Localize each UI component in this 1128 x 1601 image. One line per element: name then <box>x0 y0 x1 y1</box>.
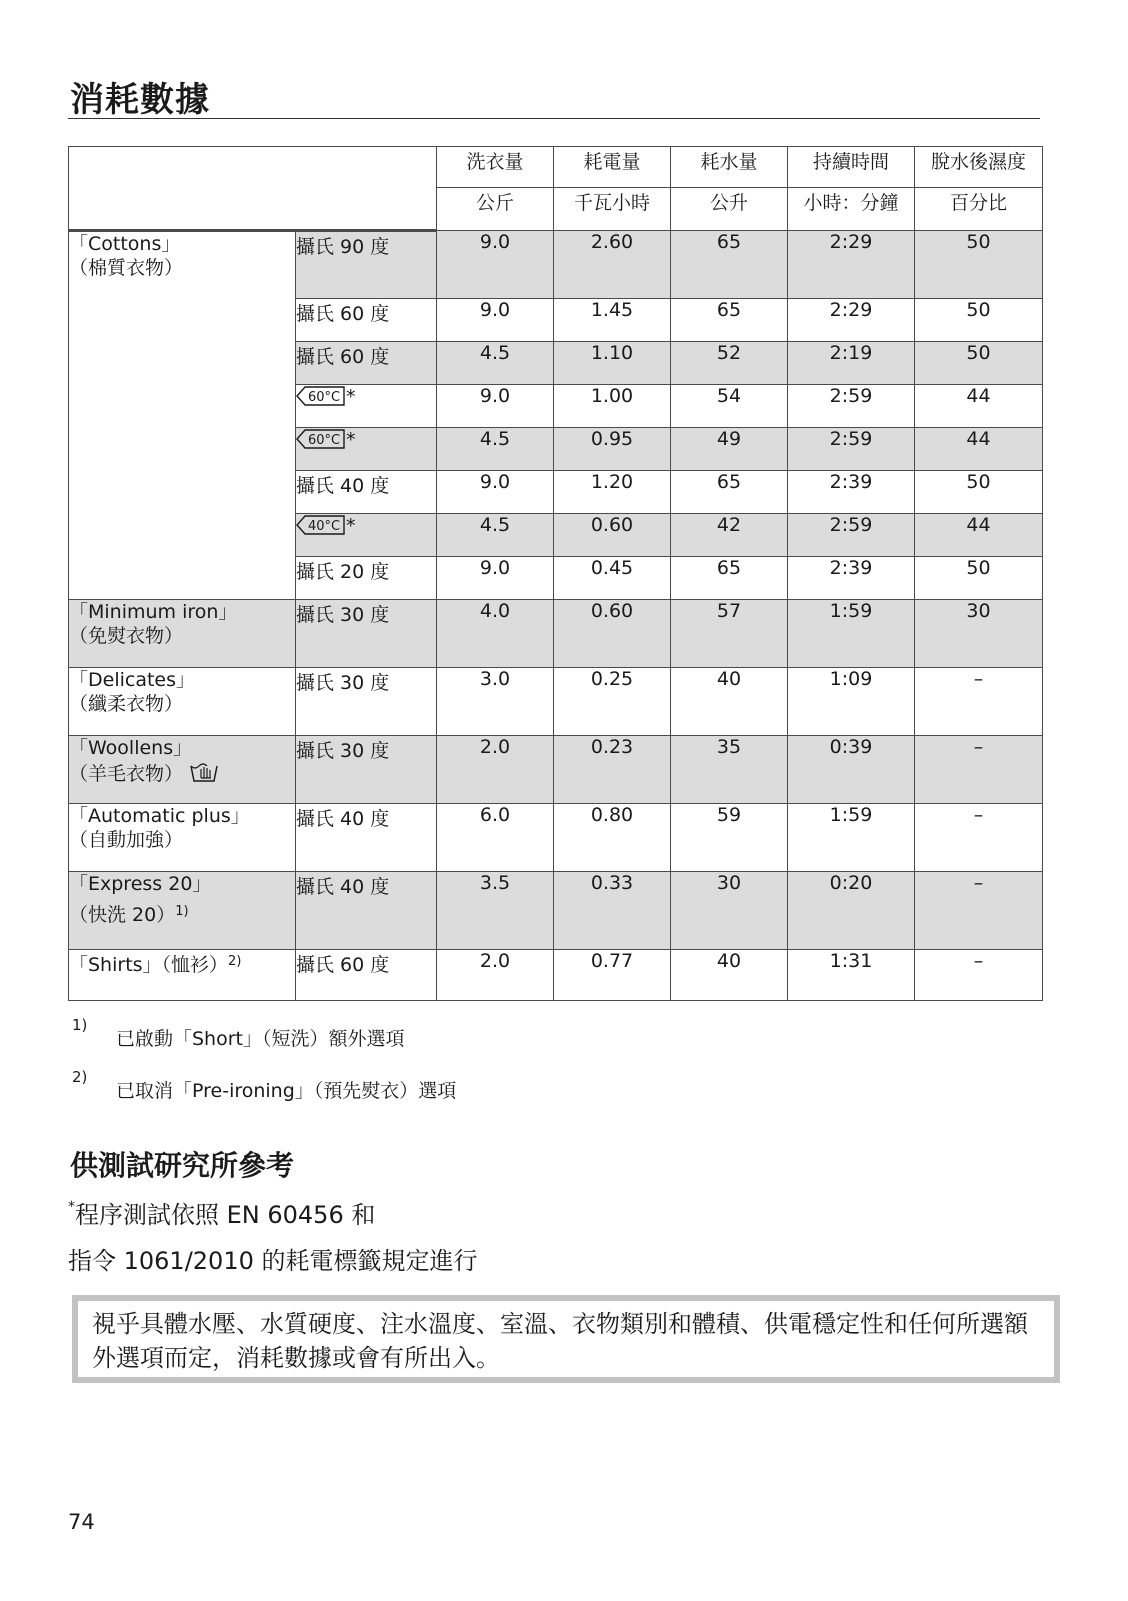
table-header-row <box>69 147 1043 188</box>
eco-label: 40°C <box>307 519 341 534</box>
load-cell: 4.0 <box>437 600 554 668</box>
energy-cell: 1.20 <box>554 471 671 514</box>
moisture-cell: 44 <box>915 428 1043 471</box>
test-note-line-2: 指令 1061/2010 的耗電標籤規定進行 <box>68 1247 478 1275</box>
notice-box <box>72 1295 1060 1383</box>
moisture-cell: 44 <box>915 385 1043 428</box>
duration-cell: 2:19 <box>788 342 915 385</box>
header-moisture: 脫水後濕度 <box>915 147 1043 188</box>
table-row <box>69 231 1043 299</box>
asterisk: * <box>346 429 356 451</box>
duration-cell: 2:59 <box>788 428 915 471</box>
moisture-cell: 30 <box>915 600 1043 668</box>
footnote-ref: 2) <box>228 954 242 969</box>
test-note-text: 程序測試依照 EN 60456 和 <box>75 1201 376 1229</box>
program-shirts <box>69 950 296 1001</box>
duration-cell: 2:59 <box>788 514 915 557</box>
moisture-cell: – <box>915 668 1043 736</box>
program-woollens <box>69 736 296 804</box>
program-name: 「Woollens」 <box>69 737 193 759</box>
notice-text: 視乎具體水壓、水質硬度、注水溫度、室溫、衣物類別和體積、供電穩定性和任何所選額外選項而定，消耗數據或會有所出入。 <box>92 1310 1028 1372</box>
unit-moisture: 百分比 <box>915 188 1043 231</box>
table-row <box>69 950 1043 1001</box>
eco-temperature-tag-icon <box>296 514 346 537</box>
load-cell: 9.0 <box>437 385 554 428</box>
unit-load: 公斤 <box>437 188 554 231</box>
duration-cell: 2:59 <box>788 385 915 428</box>
duration-cell: 0:39 <box>788 736 915 804</box>
water-cell: 54 <box>671 385 788 428</box>
water-cell: 57 <box>671 600 788 668</box>
temp-cell: 攝氏 20 度 <box>296 557 437 600</box>
temp-cell: 攝氏 30 度 <box>296 736 437 804</box>
moisture-cell: 50 <box>915 299 1043 342</box>
water-cell: 65 <box>671 471 788 514</box>
hand-wash-tub-icon <box>189 760 219 786</box>
program-name: 「Automatic plus」 <box>69 805 250 827</box>
moisture-cell: 50 <box>915 557 1043 600</box>
header-duration: 持續時間 <box>788 147 915 188</box>
moisture-cell: 50 <box>915 342 1043 385</box>
program-express-20 <box>69 872 296 950</box>
energy-cell: 1.00 <box>554 385 671 428</box>
program-subtitle: （棉質衣物） <box>69 257 184 279</box>
energy-cell: 0.23 <box>554 736 671 804</box>
table-row <box>69 804 1043 872</box>
footnote-text: 已啟動「Short」（短洗）額外選項 <box>116 1028 405 1050</box>
unit-water: 公升 <box>671 188 788 231</box>
water-cell: 42 <box>671 514 788 557</box>
eco-temperature-tag-icon <box>296 428 346 451</box>
asterisk: * <box>68 1199 75 1215</box>
energy-cell: 0.95 <box>554 428 671 471</box>
water-cell: 65 <box>671 557 788 600</box>
asterisk: * <box>346 386 356 408</box>
header-water: 耗水量 <box>671 147 788 188</box>
load-cell: 2.0 <box>437 736 554 804</box>
water-cell: 35 <box>671 736 788 804</box>
temp-cell: 攝氏 30 度 <box>296 600 437 668</box>
program-name: 「Delicates」 <box>69 669 196 691</box>
load-cell: 3.5 <box>437 872 554 950</box>
load-cell: 9.0 <box>437 231 554 299</box>
program-name: 「Express 20」 <box>69 873 212 895</box>
energy-cell: 0.45 <box>554 557 671 600</box>
load-cell: 9.0 <box>437 471 554 514</box>
energy-cell: 0.80 <box>554 804 671 872</box>
program-automatic-plus <box>69 804 296 872</box>
program-name: 「Shirts」（恤衫） <box>69 954 229 976</box>
duration-cell: 1:31 <box>788 950 915 1001</box>
moisture-cell: 50 <box>915 231 1043 299</box>
header-energy: 耗電量 <box>554 147 671 188</box>
program-subtitle: （快洗 20） <box>69 904 176 926</box>
program-subtitle: （免熨衣物） <box>69 625 184 647</box>
water-cell: 52 <box>671 342 788 385</box>
water-cell: 59 <box>671 804 788 872</box>
table-row <box>69 668 1043 736</box>
eco-temperature-tag-icon <box>296 385 346 408</box>
footnote-mark: 2) <box>72 1068 88 1086</box>
water-cell: 30 <box>671 872 788 950</box>
duration-cell: 2:29 <box>788 299 915 342</box>
load-cell: 4.5 <box>437 342 554 385</box>
header-load: 洗衣量 <box>437 147 554 188</box>
moisture-cell: – <box>915 950 1043 1001</box>
page-number: 74 <box>68 1510 95 1534</box>
unit-energy: 千瓦小時 <box>554 188 671 231</box>
load-cell: 9.0 <box>437 299 554 342</box>
temp-cell: 攝氏 40 度 <box>296 471 437 514</box>
load-cell: 6.0 <box>437 804 554 872</box>
temp-cell <box>296 428 437 471</box>
load-cell: 4.5 <box>437 514 554 557</box>
energy-cell: 0.60 <box>554 600 671 668</box>
duration-cell: 1:59 <box>788 804 915 872</box>
energy-cell: 1.10 <box>554 342 671 385</box>
temp-cell: 攝氏 30 度 <box>296 668 437 736</box>
temp-cell: 攝氏 90 度 <box>296 231 437 299</box>
energy-cell: 2.60 <box>554 231 671 299</box>
water-cell: 40 <box>671 950 788 1001</box>
program-subtitle: （纖柔衣物） <box>69 693 184 715</box>
duration-cell: 1:59 <box>788 600 915 668</box>
duration-cell: 1:09 <box>788 668 915 736</box>
program-name: 「Cottons」 <box>69 233 181 255</box>
footnote-ref: 1) <box>175 904 189 919</box>
water-cell: 49 <box>671 428 788 471</box>
program-subtitle: （羊毛衣物） <box>69 763 184 785</box>
temp-cell: 攝氏 60 度 <box>296 342 437 385</box>
page-title: 消耗數據 <box>70 80 210 120</box>
water-cell: 65 <box>671 231 788 299</box>
program-delicates <box>69 668 296 736</box>
load-cell: 4.5 <box>437 428 554 471</box>
water-cell: 40 <box>671 668 788 736</box>
energy-cell: 0.60 <box>554 514 671 557</box>
moisture-cell: 50 <box>915 471 1043 514</box>
temp-cell <box>296 385 437 428</box>
moisture-cell: 44 <box>915 514 1043 557</box>
duration-cell: 0:20 <box>788 872 915 950</box>
asterisk: * <box>346 515 356 537</box>
temp-cell: 攝氏 40 度 <box>296 872 437 950</box>
energy-cell: 1.45 <box>554 299 671 342</box>
moisture-cell: – <box>915 804 1043 872</box>
energy-cell: 0.25 <box>554 668 671 736</box>
consumption-table <box>68 146 1043 1001</box>
program-minimum-iron <box>69 600 296 668</box>
load-cell: 3.0 <box>437 668 554 736</box>
unit-duration: 小時：分鐘 <box>788 188 915 231</box>
temp-cell <box>296 514 437 557</box>
program-cottons <box>69 231 296 600</box>
table-row <box>69 736 1043 804</box>
test-note-line-1 <box>68 1195 375 1230</box>
temp-cell: 攝氏 60 度 <box>296 299 437 342</box>
moisture-cell: – <box>915 736 1043 804</box>
load-cell: 9.0 <box>437 557 554 600</box>
duration-cell: 2:39 <box>788 471 915 514</box>
footnote-text: 已取消「Pre-ironing」（預先熨衣）選項 <box>116 1080 457 1102</box>
temp-cell: 攝氏 60 度 <box>296 950 437 1001</box>
water-cell: 65 <box>671 299 788 342</box>
footnote-mark: 1) <box>72 1016 88 1034</box>
duration-cell: 2:29 <box>788 231 915 299</box>
section-heading-test-labs: 供測試研究所參考 <box>70 1149 295 1182</box>
energy-cell: 0.33 <box>554 872 671 950</box>
load-cell: 2.0 <box>437 950 554 1001</box>
eco-label: 60°C <box>307 433 341 448</box>
table-row <box>69 600 1043 668</box>
header-blank <box>69 147 437 231</box>
program-subtitle: （自動加強） <box>69 829 184 851</box>
moisture-cell: – <box>915 872 1043 950</box>
duration-cell: 2:39 <box>788 557 915 600</box>
program-name: 「Minimum iron」 <box>69 601 238 623</box>
eco-label: 60°C <box>307 390 341 405</box>
table-row <box>69 872 1043 950</box>
temp-cell: 攝氏 40 度 <box>296 804 437 872</box>
energy-cell: 0.77 <box>554 950 671 1001</box>
title-divider <box>68 118 1040 119</box>
